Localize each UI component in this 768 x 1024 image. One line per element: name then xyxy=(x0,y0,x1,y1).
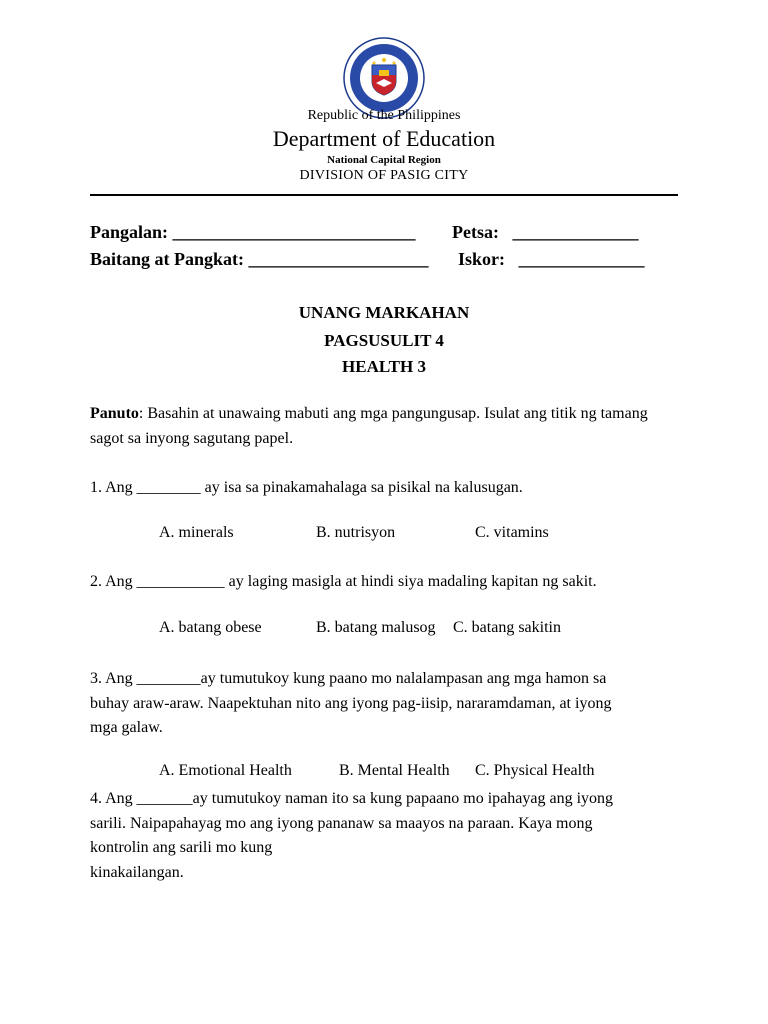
department-title: Department of Education xyxy=(272,126,496,151)
q1-choice-c: C. vitamins xyxy=(475,524,549,541)
q4-line-3: kontrolin ang sarili mo kung xyxy=(90,839,273,856)
region-text: National Capital Region xyxy=(327,154,441,166)
header-divider xyxy=(90,194,678,196)
q3-line-2: buhay araw-araw. Naapektuhan nito ang iyong pag-iisip, nararamdaman, at iyong xyxy=(90,694,612,712)
q4-line-2: sarili. Naipapahayag mo ang iyong pananaw sa maayos na paraan. Kaya mong xyxy=(90,814,593,832)
instructions xyxy=(90,402,680,451)
quarter-title: UNANG MARKAHAN xyxy=(298,303,470,322)
q2-choice-b: B. batang malusog xyxy=(316,619,436,636)
q1-choice-b: B. nutrisyon xyxy=(316,524,396,541)
q3-line-3: mga galaw. xyxy=(90,719,163,736)
quiz-title: PAGSUSULIT 4 xyxy=(324,331,444,350)
q3-line-1: 3. Ang ________ay tumutukoy kung paano mo nalalampasan ang mga hamon sa xyxy=(90,670,607,687)
question-3 xyxy=(90,667,680,741)
question-2: 2. Ang ___________ ay laging masigla at hindi siya madaling kapitan ng sakit. xyxy=(90,573,597,590)
instructions-text: : Basahin at unawaing mabuti ang mga pangungusap. Isulat ang titik ng tamang sagot sa inyong sagutang papel. xyxy=(90,405,648,447)
deped-seal-logo xyxy=(343,37,425,119)
q3-choice-b: B. Mental Health xyxy=(339,762,450,779)
petsa-field: Petsa: ______________ xyxy=(452,222,639,242)
q2-choice-a: A. batang obese xyxy=(159,619,262,636)
q2-choice-c: C. batang sakitin xyxy=(453,619,561,636)
question-1: 1. Ang ________ ay isa sa pinakamahalaga sa pisikal na kalusugan. xyxy=(90,479,523,496)
subject-title: HEALTH 3 xyxy=(342,357,426,376)
question-4 xyxy=(90,787,680,885)
q4-line-1: 4. Ang _______ay tumutukoy naman ito sa kung papaano mo ipahayag ang iyong xyxy=(90,790,614,807)
baitang-field: Baitang at Pangkat: ____________________ xyxy=(90,249,429,269)
division-text: DIVISION OF PASIG CITY xyxy=(299,168,469,183)
republic-text: Republic of the Philippines xyxy=(307,108,461,123)
instructions-label: Panuto xyxy=(90,405,139,422)
pangalan-field: Pangalan: ___________________________ xyxy=(90,222,416,242)
q3-choice-a: A. Emotional Health xyxy=(159,762,292,779)
iskor-field: Iskor: ______________ xyxy=(458,249,645,269)
q3-choice-c: C. Physical Health xyxy=(475,762,595,779)
q1-choice-a: A. minerals xyxy=(159,524,234,541)
q4-line-4: kinakailangan. xyxy=(90,863,184,881)
